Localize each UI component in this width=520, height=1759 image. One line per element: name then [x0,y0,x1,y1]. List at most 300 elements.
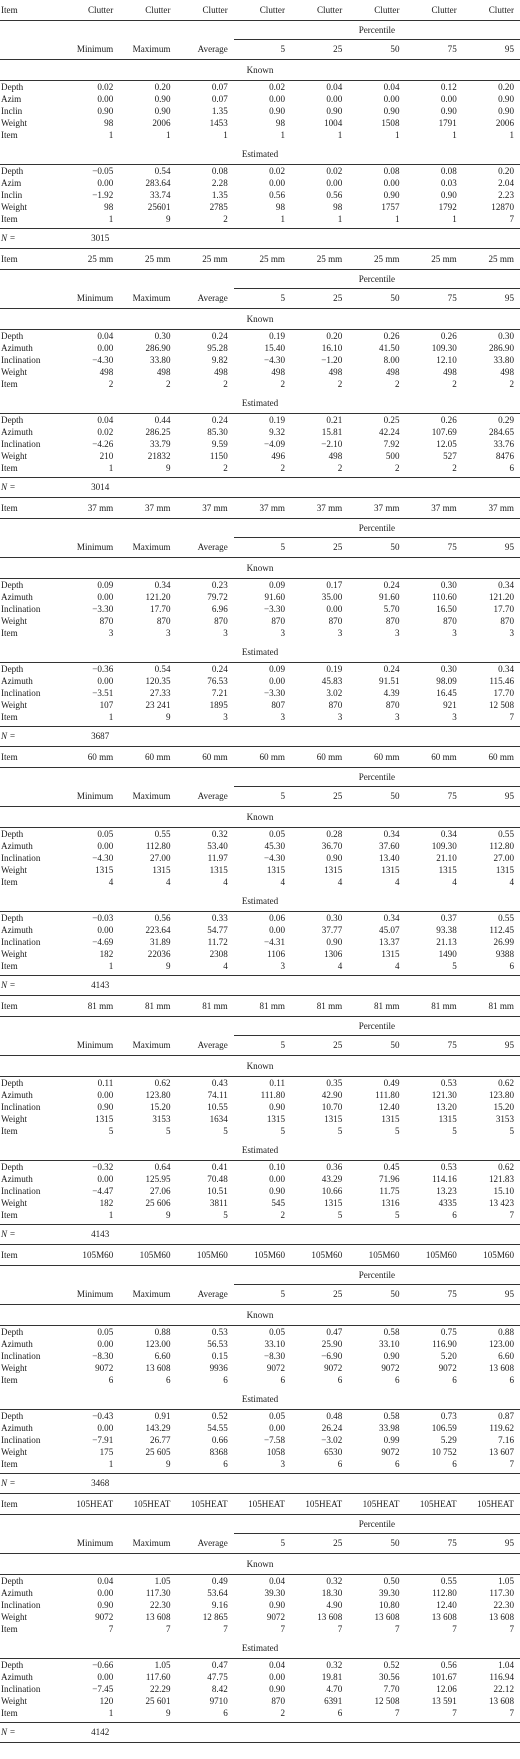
row-label: Azimuth [1,676,33,686]
table-cell: 13 591 [431,1696,457,1706]
table-cell: 0.07 [211,94,228,104]
table-cell: 18.30 [321,1588,343,1598]
table-cell: 0.55 [498,913,514,923]
table-cell: 5 [452,961,457,971]
table-cell: 6 [337,1708,343,1718]
table-cell: 98 [275,118,285,128]
table-cell: 0.99 [383,1435,400,1445]
table-cell: 6 [452,1459,457,1469]
table-cell: 16.45 [436,688,457,698]
row-label: Depth [1,1576,24,1586]
sample-count-row [0,976,520,996]
block-header-row [0,747,520,768]
table-cell: 870 [156,616,171,626]
percentile-label: Percentile [234,768,520,787]
table-cell: 807 [271,700,285,710]
table-cell: 117.30 [489,1588,514,1598]
table-cell: 45.30 [264,841,285,851]
row-label: Inclination [1,1186,41,1196]
stat-header-25: 25 [291,1534,348,1554]
row-label: Item [1,463,18,473]
table-cell: 125.95 [145,1174,171,1184]
table-cell: 0.53 [440,1078,457,1088]
row-label: Item [1,379,18,389]
table-cell: −8.30 [92,1351,114,1361]
table-row [0,177,520,189]
known-section-label: Known [0,807,520,828]
table-cell: 13.37 [379,937,400,947]
table-cell: 13 423 [488,1198,514,1208]
table-cell: 284.65 [488,427,514,437]
table-cell: 121.83 [488,1174,514,1184]
empty-cell [348,727,405,747]
known-section-row [0,1554,520,1575]
table-cell: 498 [156,367,171,377]
clutter-header-cell: 105M60 [291,1245,348,1266]
table-cell: 0.73 [440,1411,457,1421]
table-cell: 5 [223,1126,228,1136]
table-cell: −3.30 [263,688,285,698]
table-cell: 12.40 [379,1102,400,1112]
table-cell: 0.87 [498,1411,514,1421]
table-cell: 0.00 [269,1174,285,1184]
table-cell: 22.30 [493,1600,514,1610]
stat-header-75: 75 [406,1285,463,1305]
table-cell: 0.00 [97,1339,114,1349]
clutter-header-cell: 60 mm [291,747,348,768]
stat-header-row [0,1285,520,1305]
table-cell: −0.36 [92,664,114,674]
table-cell: 0.03 [440,178,457,188]
table-cell: −7.45 [92,1684,114,1694]
table-cell: 76.53 [207,676,228,686]
table-cell: 9.32 [269,427,285,437]
table-cell: 545 [271,1198,285,1208]
table-cell: 101.67 [431,1672,457,1682]
row-label: Weight [1,1114,28,1124]
row-label: Azimuth [1,592,33,602]
table-cell: 3 [452,628,457,638]
table-cell: 0.88 [154,1327,171,1337]
table-cell: 7 [452,1624,457,1634]
table-cell: 0.35 [326,1078,343,1088]
table-cell: −4.30 [263,853,285,863]
table-cell: 496 [271,451,285,461]
table-cell: 175 [99,1447,114,1457]
block-header-row [0,498,520,519]
row-label: Azimuth [1,841,33,851]
table-cell: 2 [280,1708,285,1718]
clutter-header-cell: 60 mm [177,747,234,768]
table-cell: 2 [509,379,514,389]
table-row [0,1350,520,1362]
stat-header-75: 75 [406,289,463,309]
sample-count-row [0,727,520,747]
table-cell: −4.31 [263,937,285,947]
estimated-section-row [0,1140,520,1161]
stat-header-row [0,787,520,807]
table-cell: 0.90 [97,1600,114,1610]
row-label: Depth [1,1411,24,1421]
table-cell: 1.05 [498,1576,514,1586]
table-cell: 1.35 [211,190,228,200]
clutter-header-cell: 105HEAT [463,1494,520,1515]
table-row [0,936,520,948]
known-section-label: Known [0,558,520,579]
table-cell: 1315 [152,865,171,875]
table-cell: 210 [99,451,114,461]
table-cell: 0.25 [383,415,400,425]
table-cell: 23 241 [145,700,171,710]
table-cell: 0.00 [269,178,285,188]
empty-cell [119,270,176,289]
table-cell: 95.28 [207,343,228,353]
stat-header-50: 50 [348,1285,405,1305]
clutter-header-cell: 25 mm [291,249,348,270]
table-cell: 0.90 [383,1351,400,1361]
empty-cell [0,1266,62,1285]
table-cell: 15.10 [493,1186,514,1196]
table-cell: 85.30 [207,427,228,437]
table-cell: 9 [165,463,171,473]
table-cell: 3153 [152,1114,171,1124]
table-cell: 0.00 [383,94,400,104]
table-cell: 5 [280,1126,285,1136]
table-cell: 110.60 [432,592,457,602]
table-cell: 5.20 [440,1351,457,1361]
table-cell: 11.97 [207,853,228,863]
table-row [0,93,520,105]
table-cell: 1 [223,130,228,140]
empty-cell [177,1474,234,1494]
empty-cell [406,1474,463,1494]
table-cell: 9072 [266,1363,285,1373]
table-cell: 0.04 [97,1576,114,1586]
table-cell: 4 [394,961,400,971]
empty-cell [291,1723,348,1743]
table-cell: 7.70 [383,1684,400,1694]
stat-header-row [0,1534,520,1554]
table-cell: 15.20 [493,1102,514,1112]
table-cell: 10.66 [321,1186,343,1196]
row-label: Item [1,877,18,887]
table-cell: −4.30 [92,853,114,863]
table-cell: 498 [328,367,343,377]
row-label: Inclination [1,853,41,863]
table-cell: 0.00 [97,94,114,104]
table-cell: 22.29 [150,1684,171,1694]
table-cell: 1 [337,214,343,224]
table-cell: 26.99 [493,937,514,947]
clutter-header-cell: Clutter [62,0,119,21]
table-cell: 0.00 [97,676,114,686]
known-section-row [0,807,520,828]
clutter-header-cell: 37 mm [463,498,520,519]
table-cell: 25 601 [145,1696,171,1706]
table-cell: 79.72 [207,592,228,602]
empty-cell [177,1017,234,1036]
stat-header-50: 50 [348,1036,405,1056]
table-cell: 2006 [152,118,171,128]
table-cell: 5 [394,1126,400,1136]
table-cell: 0.90 [498,106,514,116]
table-cell: 91.60 [264,592,285,602]
empty-cell [348,976,405,996]
table-cell: 0.00 [97,841,114,851]
table-cell: 27.00 [493,853,514,863]
stat-header-5: 5 [234,1534,291,1554]
table-cell: 6 [509,1375,514,1385]
table-cell: −4.69 [92,937,114,947]
stat-header-maximum: Maximum [119,538,176,558]
table-cell: 1 [280,214,285,224]
empty-cell [234,478,291,498]
percentile-label: Percentile [234,270,520,289]
table-cell: 4.39 [383,688,400,698]
stat-header-75: 75 [406,1036,463,1056]
empty-cell [0,1017,62,1036]
table-cell: 1 [108,214,114,224]
table-cell: 1 [280,130,285,140]
table-cell: 0.04 [269,1576,285,1586]
estimated-section-label: Estimated [0,642,520,663]
n-label: N = [0,229,62,249]
table-cell: 12.40 [436,1600,457,1610]
table-cell: 870 [500,616,514,626]
table-cell: −8.30 [263,1351,285,1361]
estimated-section-row [0,642,520,663]
table-row [0,1458,520,1474]
table-row [0,354,520,366]
table-cell: 0.62 [498,1078,514,1088]
table-cell: 3 [280,1459,285,1469]
n-label: N = [0,976,62,996]
stat-header-maximum: Maximum [119,1534,176,1554]
table-cell: 42.90 [321,1090,343,1100]
clutter-header-cell: 37 mm [177,498,234,519]
table-cell: 10.55 [207,1102,228,1112]
item-header-label: Item [0,1494,62,1515]
table-cell: 9072 [266,1612,285,1622]
table-cell: 0.00 [97,925,114,935]
table-cell: 182 [99,949,114,959]
table-cell: 25.90 [321,1339,343,1349]
table-cell: 117.60 [145,1672,171,1682]
empty-cell [406,976,463,996]
stat-header-5: 5 [234,1285,291,1305]
empty-cell [463,976,520,996]
row-label: Weight [1,1447,28,1457]
table-cell: 0.29 [498,415,514,425]
table-row [0,201,520,213]
table-cell: 3 [337,628,343,638]
n-value: 3015 [62,229,119,249]
clutter-header-cell: 25 mm [119,249,176,270]
empty-cell [0,1036,62,1056]
table-cell: 0.04 [97,415,114,425]
table-cell: 0.00 [97,343,114,353]
empty-cell [291,1225,348,1245]
table-row [0,1410,520,1423]
table-cell: 0.12 [440,82,457,92]
stat-header-25: 25 [291,538,348,558]
table-cell: 9072 [381,1363,400,1373]
empty-cell [406,727,463,747]
table-row [0,189,520,201]
table-row [0,840,520,852]
row-label: Weight [1,700,28,710]
table-cell: 22036 [147,949,171,959]
table-cell: 0.00 [97,1672,114,1682]
table-cell: 527 [443,451,457,461]
empty-cell [406,229,463,249]
table-cell: 0.66 [211,1435,228,1445]
table-cell: 3 [223,628,228,638]
clutter-header-cell: 105HEAT [62,1494,119,1515]
table-cell: 0.09 [269,580,285,590]
table-cell: 17.70 [493,604,514,614]
table-cell: 4 [165,877,171,887]
block-header-row [0,1494,520,1515]
table-cell: 6 [452,1375,457,1385]
estimated-section-label: Estimated [0,891,520,912]
known-section-label: Known [0,60,520,81]
stat-header-average: Average [177,538,234,558]
table-cell: 16.10 [321,343,343,353]
table-cell: 4 [394,877,400,887]
table-cell: 1508 [381,118,400,128]
table-cell: 7 [280,1624,285,1634]
table-cell: −4.30 [263,355,285,365]
clutter-header-cell: 105HEAT [291,1494,348,1515]
table-cell: 98 [104,202,114,212]
table-row [0,165,520,178]
table-cell: 31.89 [150,937,171,947]
row-label: Azimuth [1,1339,33,1349]
table-cell: 1 [108,1210,114,1220]
table-cell: 123.00 [488,1339,514,1349]
empty-cell [406,1225,463,1245]
row-label: Inclination [1,1435,41,1445]
empty-cell [177,1515,234,1534]
table-cell: −4.26 [92,439,114,449]
clutter-header-cell: Clutter [463,0,520,21]
table-cell: 498 [385,367,400,377]
stat-header-maximum: Maximum [119,1285,176,1305]
table-cell: 116.90 [432,1339,457,1349]
table-cell: 0.02 [97,427,114,437]
table-cell: 6 [165,1375,171,1385]
stat-header-average: Average [177,1036,234,1056]
table-cell: 115.46 [489,676,514,686]
table-cell: 56.53 [207,1339,228,1349]
table-cell: 2.23 [498,190,514,200]
table-row [0,1173,520,1185]
clutter-header-cell: 25 mm [406,249,463,270]
table-cell: 120.35 [145,676,171,686]
percentile-row [0,1266,520,1285]
table-cell: 9.59 [211,439,228,449]
percentile-label: Percentile [234,519,520,538]
table-cell: 0.90 [269,1186,285,1196]
table-cell: 0.30 [326,913,343,923]
table-cell: 0.00 [97,1588,114,1598]
table-cell: 143.29 [145,1423,171,1433]
table-cell: 0.05 [269,829,285,839]
table-cell: 0.56 [154,913,171,923]
table-cell: 0.41 [211,1162,228,1172]
row-label: Azimuth [1,1672,33,1682]
table-cell: 1004 [324,118,343,128]
table-row [0,1374,520,1389]
table-cell: 7 [165,1624,171,1634]
table-cell: 0.32 [326,1660,343,1670]
table-cell: 2308 [209,949,228,959]
empty-cell [62,21,119,40]
estimated-section-row [0,144,520,165]
table-cell: 9 [165,1210,171,1220]
row-label: Weight [1,367,28,377]
row-label: Item [1,628,18,638]
table-cell: 123.80 [145,1090,171,1100]
table-cell: 2 [108,379,114,389]
table-row [0,1125,520,1140]
table-cell: 70.48 [207,1174,228,1184]
table-cell: 123.00 [145,1339,171,1349]
table-row [0,105,520,117]
table-cell: 0.02 [326,166,343,176]
empty-cell [406,478,463,498]
row-label: Azimuth [1,1174,33,1184]
stat-header-95: 95 [463,1036,520,1056]
table-cell: 27.06 [150,1186,171,1196]
table-cell: 2 [223,379,228,389]
table-cell: 13.20 [436,1102,457,1112]
table-cell: 54.77 [207,925,228,935]
estimated-section-label: Estimated [0,1389,520,1410]
table-cell: −1.20 [321,355,343,365]
known-section-row [0,60,520,81]
table-cell: −0.66 [92,1660,114,1670]
clutter-header-cell: 105HEAT [119,1494,176,1515]
table-cell: 98 [104,118,114,128]
table-cell: 1106 [267,949,285,959]
table-cell: 0.24 [383,580,400,590]
table-cell: 1634 [209,1114,228,1124]
empty-cell [119,768,176,787]
table-cell: 223.64 [145,925,171,935]
row-label: Inclination [1,604,41,614]
table-cell: 54.55 [207,1423,228,1433]
table-cell: 1 [108,1459,114,1469]
empty-cell [234,727,291,747]
table-cell: 9 [165,961,171,971]
row-label: Inclination [1,937,41,947]
table-cell: 13.23 [436,1186,457,1196]
row-label: Azimuth [1,1090,33,1100]
table-cell: 0.00 [383,178,400,188]
empty-cell [62,1266,119,1285]
table-row [0,960,520,976]
table-cell: 9072 [95,1612,114,1622]
table-cell: 7 [108,1624,114,1634]
table-cell: 42.24 [379,427,400,437]
table-cell: 3 [108,628,114,638]
table-cell: 39.30 [264,1588,285,1598]
empty-cell [62,768,119,787]
table-cell: 121.20 [145,592,171,602]
table-cell: 0.90 [326,937,343,947]
